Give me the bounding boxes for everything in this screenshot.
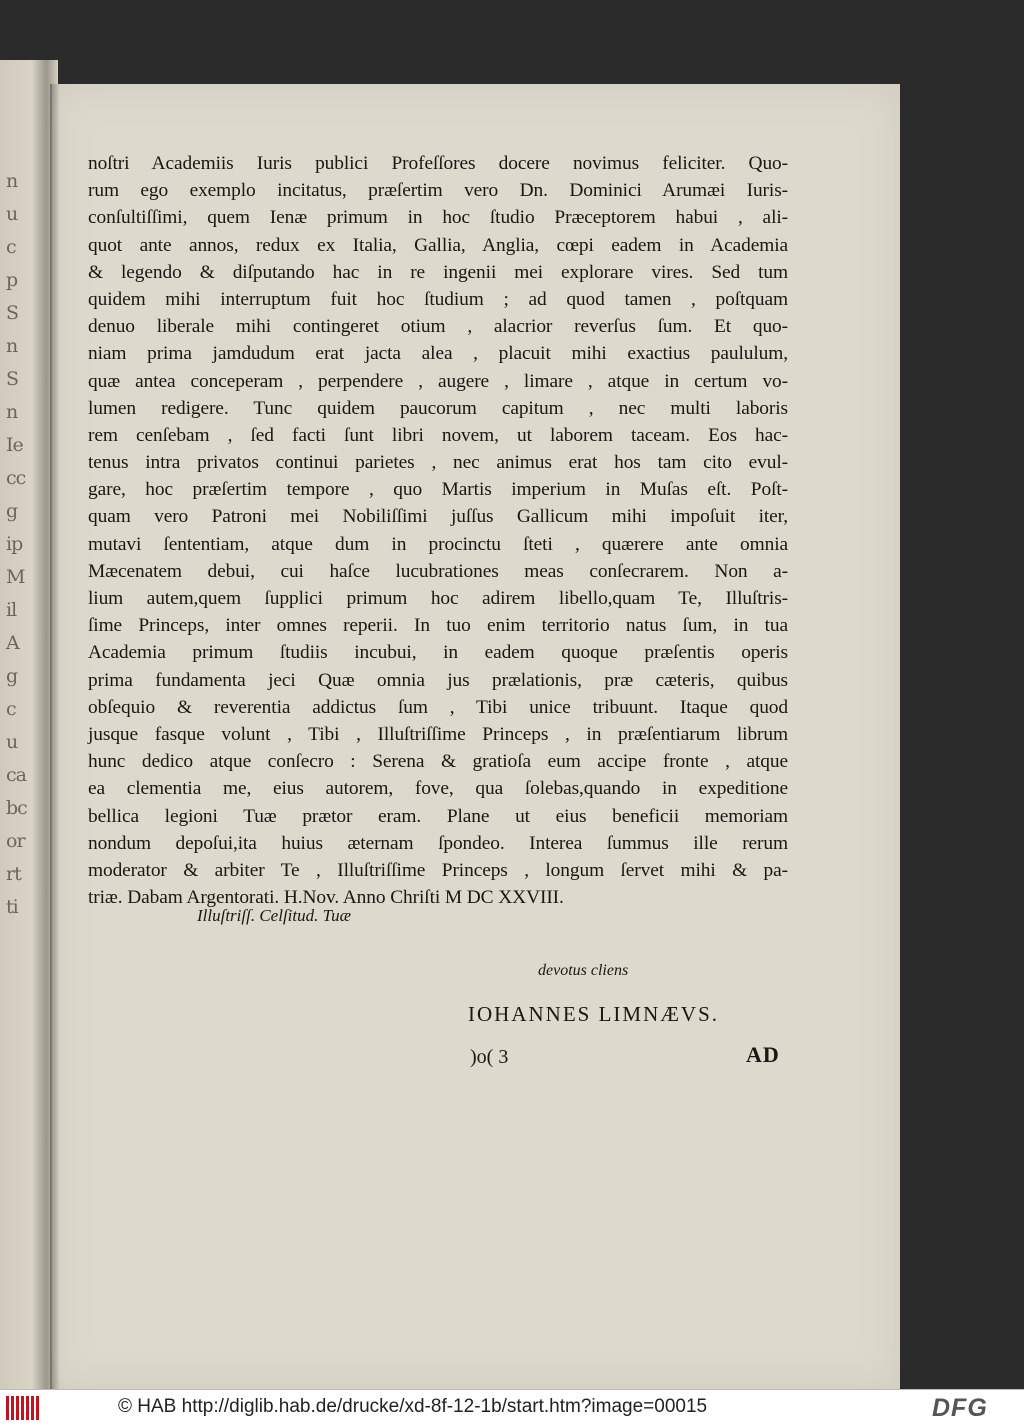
margin-fragment: S bbox=[6, 302, 19, 324]
text-line: Mæcenatem debui, cui haſce lucubrationes meas conſecrarem. Non a- bbox=[88, 560, 788, 582]
text-line: ea clementia me, eius autorem, fove, qua ſolebas,quando in expeditione bbox=[88, 778, 788, 800]
text-line: rum ego exemplo incitatus, præſertim vero Dn. Dominici Arumæi Iuris- bbox=[88, 180, 788, 202]
text-line: lumen redigere. Tunc quidem paucorum capitum , nec multi laboris bbox=[88, 397, 788, 419]
margin-fragment: bc bbox=[6, 797, 27, 819]
text-line: conſultiſſimi, quem Ienæ primum in hoc ſtudio Præceptorem habui , ali- bbox=[88, 207, 788, 229]
text-line: jusque fasque volunt , Tibi , Illuſtriſſime Princeps , in præſentiarum librum bbox=[88, 723, 788, 745]
text-line: mutavi ſententiam, atque dum in procinctu ſteti , quærere ante omnia bbox=[88, 533, 788, 555]
dfg-logo: DFG bbox=[932, 1394, 988, 1422]
text-line: moderator & arbiter Te , Illuſtriſſime Princeps , longum ſervet mihi & pa- bbox=[88, 859, 788, 881]
text-line: nondum depoſui,ita huius æternam ſpondeo. Interea ſummus ille rerum bbox=[88, 832, 788, 854]
margin-fragment: ca bbox=[6, 764, 26, 786]
text-line: Academia primum ſtudiis incubui, in eadem quoque præſentis operis bbox=[88, 642, 788, 664]
margin-fragment: Ie bbox=[6, 434, 23, 456]
text-line: rem cenſebam , ſed facti ſunt libri novem, ut laborem taceam. Eos hac- bbox=[88, 424, 788, 446]
dedication-text bbox=[88, 150, 788, 911]
margin-fragment: p bbox=[6, 269, 18, 291]
margin-fragment: g bbox=[6, 665, 18, 687]
margin-fragment: n bbox=[6, 170, 18, 192]
barcode-icon bbox=[6, 1396, 40, 1420]
text-line: denuo liberale mihi contingeret otium , alacrior reverſus ſum. Et quo- bbox=[88, 316, 788, 338]
margin-fragment: or bbox=[6, 830, 25, 852]
margin-fragment: g bbox=[6, 500, 18, 522]
margin-fragment: c bbox=[6, 698, 16, 720]
text-line: quidem mihi interruptum fuit hoc ſtudium ; ad quod tamen , poſtquam bbox=[88, 288, 788, 310]
text-line: lium autem,quem ſupplici primum hoc adirem libello,quam Te, Illuſtris- bbox=[88, 588, 788, 609]
text-line: quam vero Patroni mei Nobiliſſimi juſſus Gallicum mihi impoſuit iter, bbox=[88, 506, 788, 528]
copyright-link[interactable]: © HAB http://diglib.hab.de/drucke/xd-8f-12-1b/start.htm?image=00015 bbox=[118, 1396, 708, 1417]
text-line: & legendo & diſputando hac in re ingenii mei explorare vires. Sed tum bbox=[88, 261, 788, 283]
text-line: gare, hoc præſertim tempore , quo Martis imperium in Muſas eſt. Poſt- bbox=[88, 479, 788, 501]
text-line: noſtri Academiis Iuris publici Profeſſores docere novimus feliciter. Quo- bbox=[88, 153, 788, 174]
margin-fragment: ti bbox=[6, 896, 18, 918]
text-line: tenus intra privatos continui parietes , nec animus erat hos tam cito evul- bbox=[88, 452, 788, 474]
text-line: quæ antea conceperam , perpendere , augere , limare , atque in certum vo- bbox=[88, 370, 788, 392]
margin-fragment: c bbox=[6, 236, 16, 258]
page-gutter-shadow bbox=[50, 84, 60, 1390]
text-line: prima fundamenta jeci Quæ omnia jus prælationis, præ cæteris, quibus bbox=[88, 669, 788, 691]
catchword: AD bbox=[746, 1042, 780, 1067]
text-line: ſime Princeps, inter omnes reperii. In tuo enim territorio natus ſum, in tua bbox=[88, 615, 788, 637]
signature-mark: )o( 3 bbox=[470, 1046, 509, 1068]
margin-fragment: A bbox=[6, 632, 19, 654]
author-name: IOHANNES LIMNÆVS. bbox=[468, 1002, 720, 1026]
text-line: obſequio & reverentia addictus ſum , Tibi unice tribuunt. Itaque quod bbox=[88, 696, 788, 718]
margin-fragment: ip bbox=[6, 533, 23, 555]
margin-fragment: M bbox=[6, 566, 25, 588]
margin-fragment: S bbox=[6, 368, 19, 390]
text-line: triæ. Dabam Argentorati. H.Nov. Anno Chriſti M DC XXVIII. bbox=[88, 887, 564, 909]
footer-bar bbox=[0, 1389, 1024, 1426]
margin-fragment: cc bbox=[6, 467, 26, 489]
margin-fragment: u bbox=[6, 731, 18, 753]
margin-fragment: rt bbox=[6, 863, 21, 885]
text-line: niam prima jamdudum erat jacta alea , placuit mihi exactius paululum, bbox=[88, 343, 788, 365]
text-line: hunc dedico atque conſecro : Serena & gratioſa eum accipe fronte , atque bbox=[88, 751, 788, 773]
text-line: bellica legioni Tuæ prætor eram. Plane ut eius beneficii memoriam bbox=[88, 805, 788, 827]
salutation: Illuſtriſſ. Celſitud. Tuæ bbox=[197, 906, 351, 925]
margin-fragment: u bbox=[6, 203, 18, 225]
margin-fragment: n bbox=[6, 401, 18, 423]
text-line: quot ante annos, redux ex Italia, Gallia, Anglia, cœpi eadem in Academia bbox=[88, 234, 788, 256]
closing-formula: devotus cliens bbox=[538, 962, 629, 979]
margin-fragment: n bbox=[6, 335, 18, 357]
margin-fragment: il bbox=[6, 599, 17, 621]
